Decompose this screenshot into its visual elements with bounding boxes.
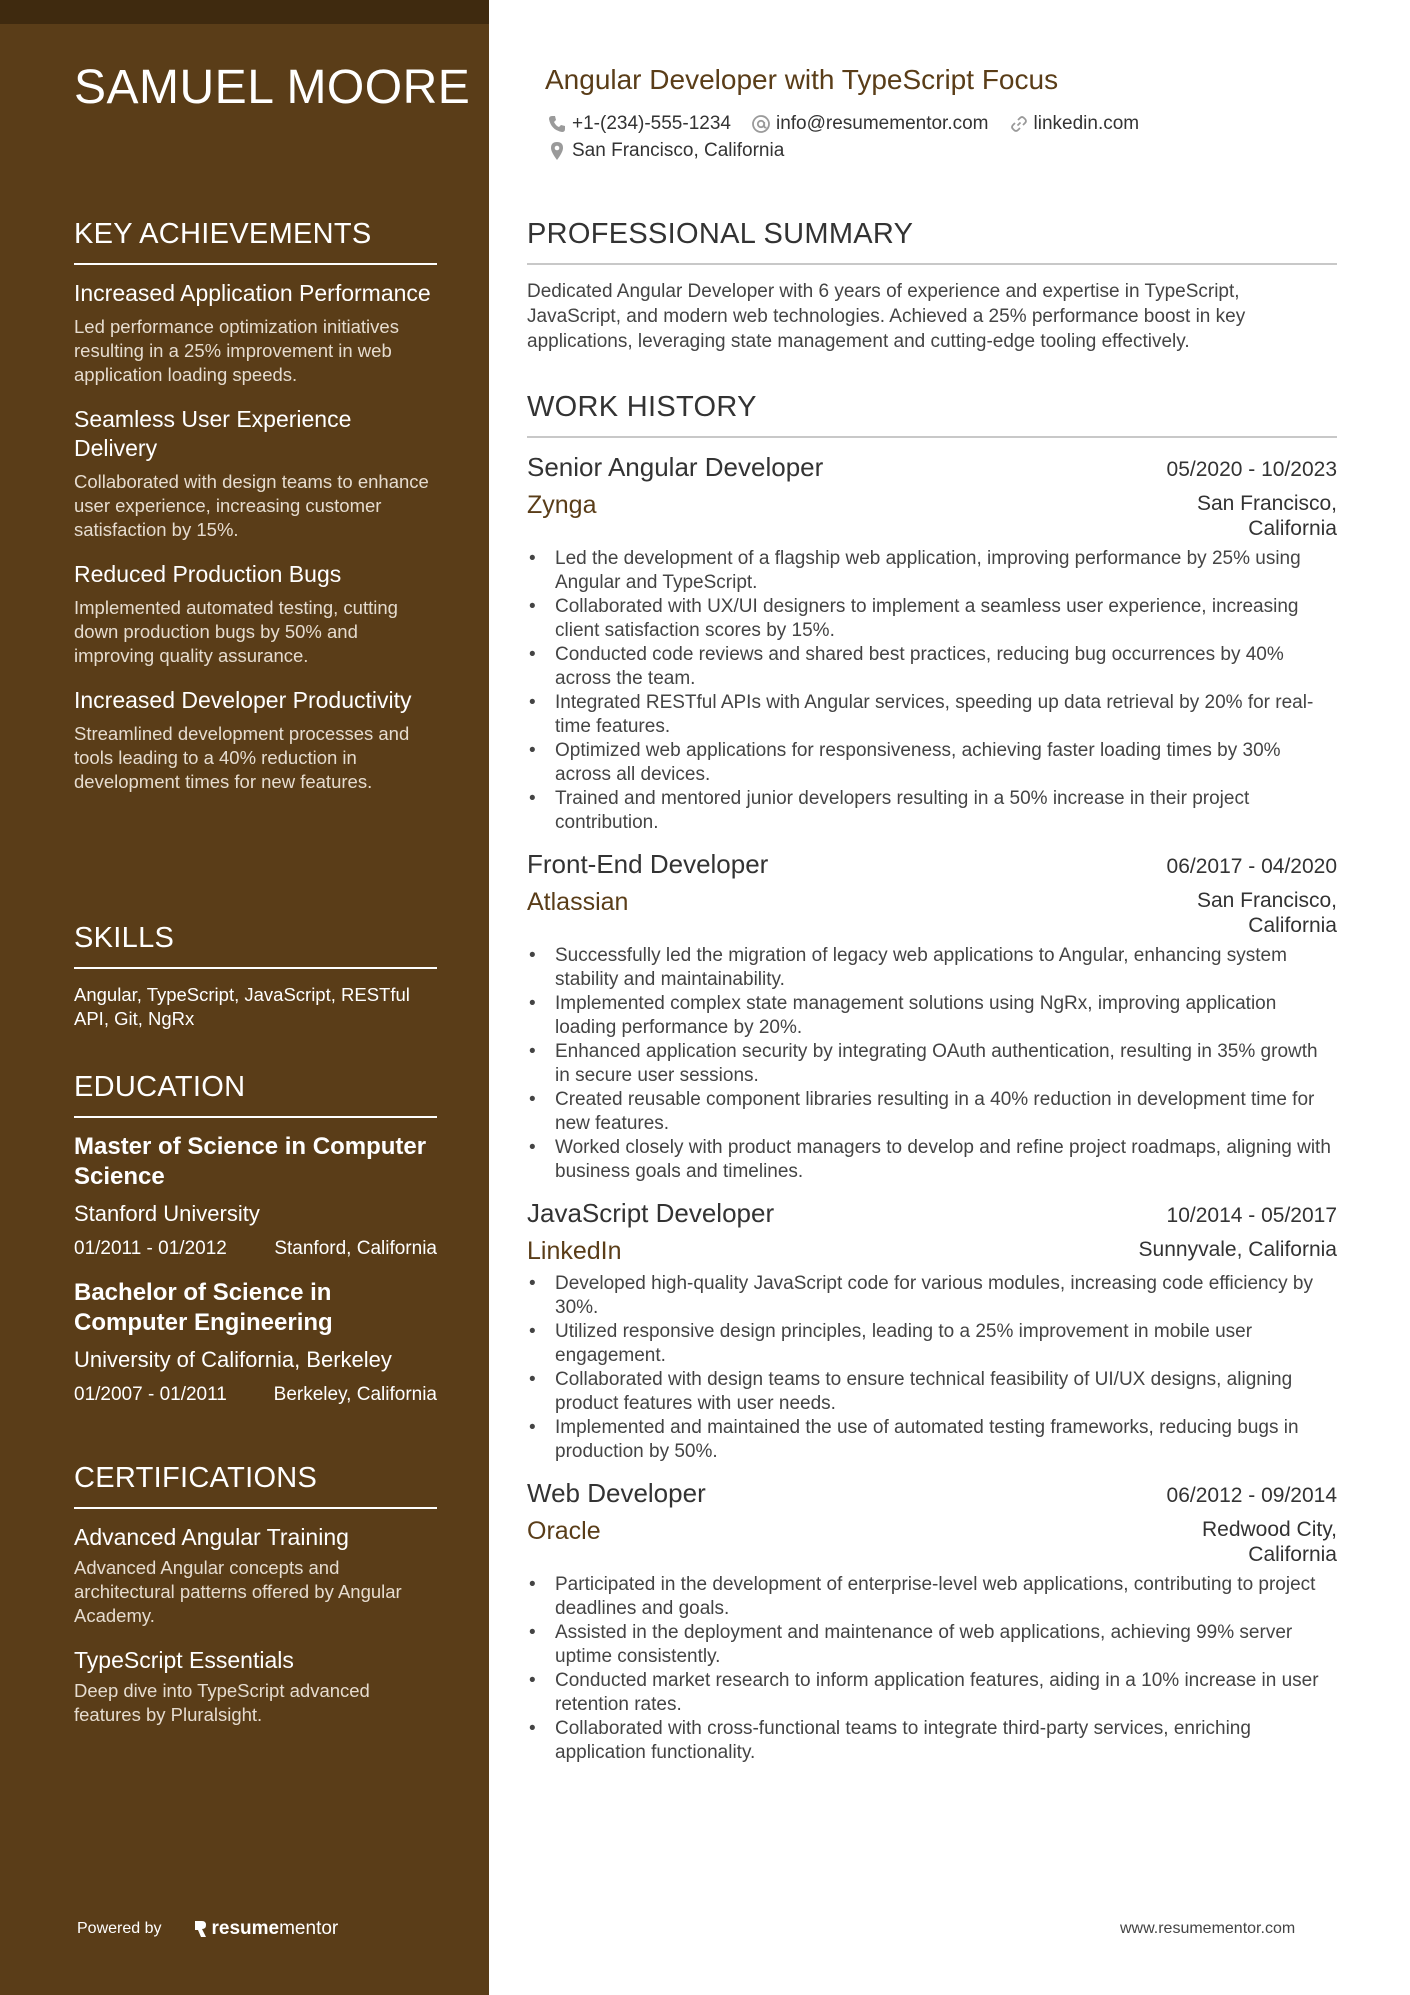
- summary-section: [527, 218, 1337, 354]
- education-dates: 01/2011 - 01/2012: [74, 1238, 227, 1259]
- job-location: Sunnyvale, California: [1138, 1238, 1337, 1261]
- education-school: University of California, Berkeley: [74, 1347, 392, 1372]
- education-location: Stanford, California: [274, 1238, 437, 1259]
- contact-row-1: [547, 113, 1159, 135]
- powered-by-label: Powered by: [77, 1920, 162, 1937]
- job-bullet: • Utilized responsive design principles, leading to a 25% improvement in mobile user engagement.: [527, 1320, 1337, 1368]
- achievement-item: [74, 279, 437, 387]
- job-location: Redwood City, California: [1201, 1518, 1337, 1566]
- job-bullet: • Assisted in the deployment and maintenance of web applications, achieving 99% server uptime consistently.: [527, 1621, 1337, 1669]
- job-bullet: • Collaborated with cross-functional teams to integrate third-party services, enriching application functionality.: [527, 1717, 1337, 1765]
- link-icon: [1009, 114, 1029, 134]
- certification-title: TypeScript Essentials: [74, 1647, 294, 1673]
- job-bullet: • Collaborated with design teams to ensure technical feasibility of UI/UX designs, aligning product features with user needs.: [527, 1368, 1337, 1416]
- website-link[interactable]: www.resumementor.com: [1120, 1920, 1296, 1937]
- job-bullet: • Trained and mentored junior developers resulting in a 50% increase in their project contribution.: [527, 787, 1337, 835]
- contact-row-2: [547, 140, 804, 162]
- job-bullet: • Led the development of a flagship web application, improving performance by 25% using Angular and TypeScript.: [527, 547, 1337, 595]
- education-dates: 01/2007 - 01/2011: [74, 1384, 227, 1405]
- contact-location: [547, 140, 784, 162]
- contact-linkedin[interactable]: [1009, 113, 1140, 135]
- job-bullets: [527, 1573, 1337, 1765]
- job-dates: 05/2020 - 10/2023: [1166, 458, 1337, 481]
- work-history-section: [527, 391, 1337, 1779]
- at-sign-icon: [751, 114, 771, 134]
- brand-name-light: mentor: [279, 1918, 339, 1939]
- education-location: Berkeley, California: [273, 1384, 437, 1405]
- job-bullets: [527, 1272, 1337, 1464]
- education-degree: Bachelor of Science in Computer Engineering: [74, 1279, 333, 1336]
- job-company: Atlassian: [527, 888, 629, 916]
- certifications-heading: CERTIFICATIONS: [74, 1462, 437, 1509]
- certification-item: [74, 1523, 437, 1628]
- contact-email[interactable]: [751, 113, 989, 135]
- education-school: Stanford University: [74, 1201, 260, 1226]
- job-entry: [527, 849, 1337, 1184]
- certification-title: Advanced Angular Training: [74, 1524, 349, 1550]
- job-bullet: • Created reusable component libraries resulting in a 40% reduction in development time for new features.: [527, 1088, 1337, 1136]
- job-bullet: • Developed high-quality JavaScript code for various modules, increasing code efficiency by 30%.: [527, 1272, 1337, 1320]
- job-role: JavaScript Developer: [527, 1198, 775, 1228]
- job-bullet: • Enhanced application security by integrating OAuth authentication, resulting in 35% growth in secure user sessions.: [527, 1040, 1337, 1088]
- skills-section: [74, 922, 437, 1031]
- job-company: Oracle: [527, 1517, 601, 1545]
- sidebar: [0, 0, 489, 1995]
- education-item: [74, 1278, 437, 1406]
- skills-heading: SKILLS: [74, 922, 437, 969]
- brand-name-bold: resume: [211, 1918, 280, 1939]
- brand-logo[interactable]: [192, 1918, 339, 1940]
- powered-by: [77, 1918, 338, 1940]
- achievement-desc: Streamlined development processes and tools leading to a 40% reduction in development times for new features.: [74, 723, 410, 792]
- achievement-desc: Collaborated with design teams to enhance user experience, increasing customer satisfaction by 15%.: [74, 471, 429, 540]
- job-bullet: • Implemented complex state management solutions using NgRx, improving application loading performance by 20%.: [527, 992, 1337, 1040]
- achievements-heading: KEY ACHIEVEMENTS: [74, 218, 437, 265]
- achievements-section: [74, 218, 437, 812]
- linkedin-text: linkedin.com: [1033, 113, 1140, 134]
- achievement-item: [74, 405, 437, 542]
- work-history-heading: WORK HISTORY: [527, 391, 1337, 438]
- certification-item: [74, 1646, 437, 1727]
- job-entry: [527, 452, 1337, 835]
- phone-text: +1-(234)-555-1234: [572, 113, 731, 134]
- job-entry: [527, 1478, 1337, 1765]
- job-bullet: • Optimized web applications for responsiveness, achieving faster loading times by 30% across all devices.: [527, 739, 1337, 787]
- headline: Angular Developer with TypeScript Focus: [545, 64, 1059, 95]
- job-bullet: • Integrated RESTful APIs with Angular services, speeding up data retrieval by 20% for real-time features.: [527, 691, 1337, 739]
- job-role: Senior Angular Developer: [527, 452, 824, 482]
- summary-heading: PROFESSIONAL SUMMARY: [527, 218, 1337, 265]
- job-entry: [527, 1198, 1337, 1464]
- job-dates: 10/2014 - 05/2017: [1166, 1204, 1337, 1227]
- achievement-item: [74, 686, 437, 794]
- achievement-title: Seamless User Experience Delivery: [74, 406, 352, 461]
- achievement-desc: Led performance optimization initiatives resulting in a 25% improvement in web application loading speeds.: [74, 316, 399, 385]
- achievement-title: Increased Developer Productivity: [74, 687, 412, 713]
- job-dates: 06/2017 - 04/2020: [1166, 855, 1337, 878]
- job-location: San Francisco, California: [1196, 889, 1337, 937]
- job-bullet: • Conducted market research to inform application features, aiding in a 10% increase in user retention rates.: [527, 1669, 1337, 1717]
- job-company: LinkedIn: [527, 1237, 622, 1265]
- achievement-title: Reduced Production Bugs: [74, 561, 342, 587]
- education-section: [74, 1071, 437, 1424]
- certification-desc: Deep dive into TypeScript advanced features by Pluralsight.: [74, 1680, 370, 1725]
- achievement-desc: Implemented automated testing, cutting down production bugs by 50% and improving quality assurance.: [74, 597, 398, 666]
- job-location: San Francisco, California: [1196, 492, 1337, 540]
- job-bullet: • Collaborated with UX/UI designers to implement a seamless user experience, increasing client satisfaction scores by 15%.: [527, 595, 1337, 643]
- certification-desc: Advanced Angular concepts and architectural patterns offered by Angular Academy.: [74, 1557, 402, 1626]
- job-bullet: • Implemented and maintained the use of automated testing frameworks, reducing bugs in production by 50%.: [527, 1416, 1337, 1464]
- email-text: info@resumementor.com: [775, 113, 989, 134]
- certifications-section: [74, 1462, 437, 1745]
- job-role: Front-End Developer: [527, 849, 769, 879]
- education-degree: Master of Science in Computer Science: [74, 1133, 427, 1190]
- sidebar-top-strip: [0, 0, 489, 24]
- job-bullets: [527, 547, 1337, 835]
- skills-list: Angular, TypeScript, JavaScript, RESTful API, Git, NgRx: [74, 984, 410, 1029]
- contact-phone[interactable]: [547, 113, 731, 135]
- candidate-name: SAMUEL MOORE: [74, 61, 471, 114]
- education-heading: EDUCATION: [74, 1071, 437, 1118]
- job-bullet: • Worked closely with product managers to develop and refine project roadmaps, aligning with business goals and timelines.: [527, 1136, 1337, 1184]
- education-item: [74, 1132, 437, 1260]
- job-dates: 06/2012 - 09/2014: [1166, 1484, 1337, 1507]
- summary-text: Dedicated Angular Developer with 6 years of experience and expertise in TypeScript, JavaScript, and modern web technologies. Achieved a 25% performance boost in key applications, leveraging state management and cutting-edge tooling effectively.: [527, 281, 1246, 352]
- achievement-title: Increased Application Performance: [74, 280, 431, 306]
- location-text: San Francisco, California: [572, 140, 785, 161]
- job-bullet: • Participated in the development of enterprise-level web applications, contributing to project deadlines and goals.: [527, 1573, 1337, 1621]
- job-bullet: • Successfully led the migration of legacy web applications to Angular, enhancing system stability and maintainability.: [527, 944, 1337, 992]
- job-company: Zynga: [527, 491, 597, 519]
- resumementor-logo-icon: [192, 1919, 208, 1939]
- location-pin-icon: [547, 141, 567, 161]
- job-role: Web Developer: [527, 1478, 706, 1508]
- achievement-item: [74, 560, 437, 668]
- phone-icon: [547, 114, 567, 134]
- job-bullets: [527, 944, 1337, 1184]
- job-bullet: • Conducted code reviews and shared best practices, reducing bug occurrences by 40% across the team.: [527, 643, 1337, 691]
